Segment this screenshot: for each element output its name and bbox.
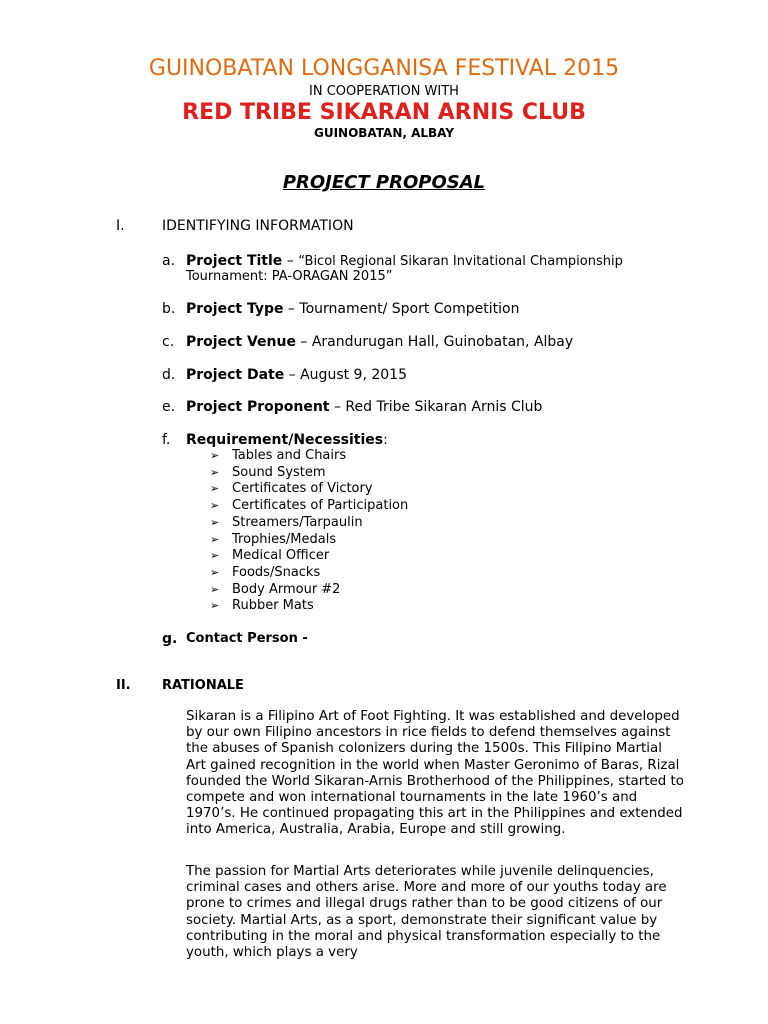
item-separator: : — [383, 432, 388, 448]
arrow-bullet-icon: ➢ — [210, 599, 220, 613]
item-label: Requirement/Necessities — [186, 432, 384, 448]
section-2-number: II. — [116, 678, 131, 693]
arrow-bullet-icon: ➢ — [210, 449, 220, 462]
item-separator: – — [283, 301, 300, 317]
rationale-paragraph-2: The passion for Martial Arts deteriorates while juvenile delinquencies, criminal cases and others arise. More and more of our youths today are prone to crimes and illegal drugs rather than to be good citizens of our society. Martial Arts, as a sport, demonstrate their significant value by contributing in the moral and physical transformation especially to the youth, which plays a very — [186, 864, 667, 961]
arrow-bullet-icon: ➢ — [210, 515, 220, 529]
club-location: GUINOBATAN, ALBAY — [313, 126, 455, 140]
item-value: “Bicol Regional Sikaran Invitational Championship — [298, 254, 623, 269]
section-1-number: I. — [116, 218, 125, 234]
item-separator: – — [295, 334, 312, 350]
arrow-bullet-icon: ➢ — [210, 499, 220, 513]
item-a-letter: a. — [162, 253, 176, 269]
item-label: Project Type — [186, 301, 284, 317]
item-label: Project Proponent — [186, 399, 330, 415]
festival-title: GUINOBATAN LONGGANISA FESTIVAL 2015 — [148, 56, 620, 81]
requirement-item: Medical Officer — [232, 548, 330, 564]
requirement-item: Rubber Mats — [232, 598, 314, 614]
arrow-bullet-icon: ➢ — [210, 465, 220, 479]
item-value-continued: Tournament: PA-ORAGAN 2015” — [186, 269, 393, 284]
requirement-item: Tables and Chairs — [232, 448, 347, 463]
arrow-bullet-icon: ➢ — [210, 565, 220, 579]
item-g-letter: g. — [162, 631, 178, 647]
item-project-proponent — [186, 399, 542, 415]
item-separator: – — [329, 399, 346, 415]
cooperation-line: IN COOPERATION WITH — [309, 84, 459, 99]
item-d-letter: d. — [162, 367, 176, 383]
item-label: Project Title — [186, 253, 283, 269]
item-project-type — [186, 301, 519, 317]
item-c-letter: c. — [162, 334, 175, 350]
item-e-letter: e. — [162, 399, 176, 415]
item-project-title — [186, 253, 623, 269]
requirement-item: Certificates of Participation — [232, 498, 409, 514]
item-value: Tournament/ Sport Competition — [299, 301, 520, 317]
arrow-bullet-icon: ➢ — [210, 482, 220, 496]
rationale-paragraph-1: Sikaran is a Filipino Art of Foot Fighting. It was established and developed by our own Filipino ancestors in rice fields to defend themselves against the abuses of Spanish colonizers during the 1500s. This Filipino Martial Art gained recognition in the world when Master Geronimo of Baras, Rizal founded the World Sikaran-Arnis Brotherhood of the Philippines, started to compete and won international tournaments in the late 1960’s and 1970’s. He continued propagating this art in the Philippines and extended into America, Australia, Arabia, Europe and still growing. — [186, 709, 684, 838]
document-title: PROJECT PROPOSAL — [282, 172, 486, 193]
arrow-bullet-icon: ➢ — [210, 549, 220, 563]
item-requirements — [186, 432, 388, 448]
requirement-item: Sound System — [232, 464, 326, 480]
section-2-title: RATIONALE — [162, 678, 244, 693]
requirement-item: Foods/Snacks — [232, 564, 321, 580]
item-label: Project Date — [186, 367, 285, 383]
item-f-letter: f. — [162, 432, 171, 448]
item-separator: – — [282, 253, 299, 269]
requirement-item: Trophies/Medals — [232, 531, 337, 547]
arrow-bullet-icon: ➢ — [210, 532, 220, 546]
section-1-title: IDENTIFYING INFORMATION — [162, 218, 354, 234]
item-value: Arandurugan Hall, Guinobatan, Albay — [311, 334, 574, 350]
item-b-letter: b. — [162, 301, 176, 317]
item-separator: – — [284, 367, 301, 383]
arrow-bullet-icon: ➢ — [210, 582, 220, 596]
club-name: RED TRIBE SIKARAN ARNIS CLUB — [182, 100, 586, 125]
item-value: Red Tribe Sikaran Arnis Club — [345, 399, 543, 415]
item-value: August 9, 2015 — [300, 367, 407, 383]
requirement-item: Streamers/Tarpaulin — [232, 514, 363, 530]
item-label: Project Venue — [186, 334, 296, 350]
contact-person-label: Contact Person - — [186, 631, 308, 646]
requirement-item: Body Armour #2 — [232, 581, 341, 597]
item-project-date — [186, 367, 407, 383]
item-project-venue — [186, 334, 573, 350]
requirement-item: Certificates of Victory — [232, 481, 373, 497]
